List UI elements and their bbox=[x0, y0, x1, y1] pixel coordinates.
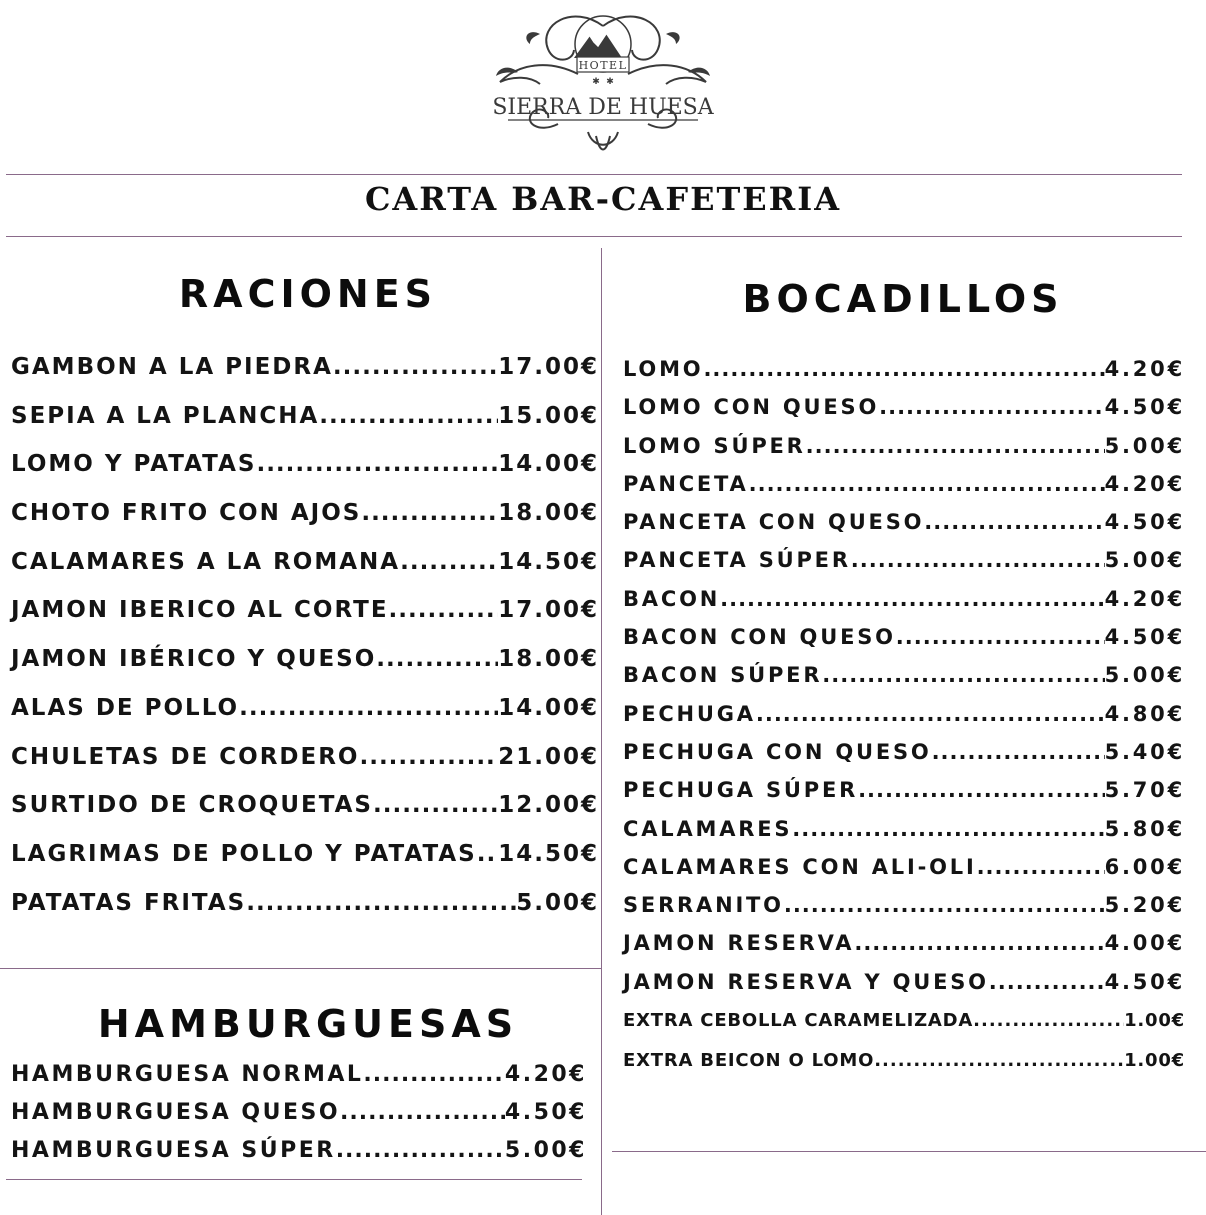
menu-item-name: CALAMARES CON ALI-OLI bbox=[623, 854, 977, 879]
menu-item-name: JAMON IBÉRICO Y QUESO bbox=[11, 646, 377, 673]
column-divider bbox=[601, 248, 602, 1215]
menu-item-name: LOMO Y PATATAS bbox=[11, 451, 257, 478]
menu-item-name: CALAMARES bbox=[623, 816, 793, 841]
svg-text:✱: ✱ bbox=[606, 77, 614, 87]
menu-item-price: 5.20€ bbox=[1104, 893, 1185, 918]
menu-item bbox=[11, 489, 599, 538]
menu-item-price: 14.00€ bbox=[498, 694, 599, 721]
menu-item bbox=[623, 1041, 1185, 1081]
dot-leader bbox=[400, 538, 498, 587]
menu-item-name: LOMO CON QUESO bbox=[623, 395, 880, 420]
dot-leader bbox=[792, 810, 1104, 848]
menu-item-name: HAMBURGUESA NORMAL bbox=[11, 1062, 364, 1087]
menu-item-price: 5.80€ bbox=[1104, 816, 1185, 841]
menu-item-name: EXTRA BEICON O LOMO bbox=[623, 1050, 875, 1072]
menu-item-price: 17.00€ bbox=[498, 597, 599, 624]
menu-item-name: PATATAS FRITAS bbox=[11, 889, 247, 916]
logo-name: SIERRA DE HUESA bbox=[492, 95, 714, 120]
menu-item-price: 4.20€ bbox=[1104, 471, 1185, 496]
menu-item-price: 1.00€ bbox=[1124, 1010, 1185, 1032]
menu-item-price: 15.00€ bbox=[498, 402, 599, 429]
menu-item-price: 14.00€ bbox=[498, 451, 599, 478]
menu-item bbox=[623, 541, 1185, 579]
menu-item-price: 5.40€ bbox=[1104, 739, 1185, 764]
menu-item-price: 4.80€ bbox=[1104, 701, 1185, 726]
menu-item-name: SEPIA A LA PLANCHA bbox=[11, 402, 320, 429]
hotel-logo bbox=[478, 4, 728, 156]
menu-item-price: 4.50€ bbox=[504, 1100, 587, 1126]
menu-item-name: GAMBON A LA PIEDRA bbox=[11, 354, 333, 380]
menu-item bbox=[623, 886, 1185, 924]
raciones-title: RACIONES bbox=[178, 272, 438, 316]
menu-item-name: JAMON RESERVA Y QUESO bbox=[623, 969, 989, 994]
hamburguesas-title: HAMBURGUESAS bbox=[97, 1002, 519, 1046]
menu-item-price: 14.50€ bbox=[498, 548, 599, 575]
bocadillos-title: BOCADILLOS bbox=[742, 277, 1064, 321]
menu-item bbox=[11, 392, 599, 441]
hamburguesas-list bbox=[11, 1056, 587, 1171]
menu-item-name: HAMBURGUESA SÚPER bbox=[11, 1138, 336, 1164]
menu-item-price: 12.00€ bbox=[498, 792, 599, 819]
logo-small-text: HOTEL bbox=[578, 59, 628, 72]
menu-item bbox=[623, 848, 1185, 886]
menu-item-name: PECHUGA CON QUESO bbox=[623, 739, 932, 764]
menu-item-price: 18.00€ bbox=[498, 500, 599, 527]
menu-item bbox=[11, 830, 599, 879]
header-top-rule bbox=[6, 174, 1182, 175]
menu-item bbox=[623, 1001, 1185, 1041]
dot-leader bbox=[854, 924, 1104, 962]
dot-leader bbox=[389, 586, 499, 635]
menu-item-price: 6.00€ bbox=[1104, 854, 1185, 879]
dot-leader bbox=[806, 427, 1105, 465]
menu-item-name: LAGRIMAS DE POLLO Y PATATAS bbox=[11, 840, 477, 867]
menu-item bbox=[11, 781, 599, 830]
dot-leader bbox=[720, 580, 1104, 618]
menu-item bbox=[11, 635, 599, 684]
menu-item-name: CHULETAS DE CORDERO bbox=[11, 743, 360, 770]
dot-leader bbox=[784, 886, 1105, 924]
menu-item bbox=[623, 618, 1185, 656]
dot-leader bbox=[924, 503, 1104, 541]
menu-item-name: CALAMARES A LA ROMANA bbox=[11, 548, 401, 575]
menu-item bbox=[623, 465, 1185, 503]
menu-item-price: 18.00€ bbox=[498, 646, 599, 673]
menu-item bbox=[623, 503, 1185, 541]
menu-item-price: 4.50€ bbox=[1104, 969, 1185, 994]
dot-leader bbox=[336, 1132, 505, 1170]
menu-item-name: HAMBURGUESA QUESO bbox=[11, 1100, 341, 1126]
menu-item bbox=[623, 580, 1185, 618]
menu-item bbox=[11, 1094, 587, 1132]
menu-item-name: PANCETA SÚPER bbox=[623, 548, 851, 573]
menu-item-name: BACON CON QUESO bbox=[623, 625, 896, 650]
menu-item bbox=[623, 771, 1185, 809]
menu-item bbox=[11, 538, 599, 587]
menu-item bbox=[623, 427, 1185, 465]
menu-item bbox=[623, 388, 1185, 426]
menu-item-name: LOMO bbox=[623, 357, 704, 381]
dot-leader bbox=[477, 830, 498, 879]
dot-leader bbox=[874, 1041, 1124, 1081]
dot-leader bbox=[879, 388, 1104, 426]
dot-leader bbox=[246, 879, 516, 928]
menu-item-name: CHOTO FRITO CON AJOS bbox=[11, 500, 362, 527]
menu-item-name: EXTRA CEBOLLA CARAMELIZADA bbox=[623, 1010, 974, 1032]
dot-leader bbox=[973, 1001, 1124, 1041]
menu-item-price: 5.00€ bbox=[1104, 548, 1185, 573]
dot-leader bbox=[319, 392, 498, 441]
menu-item-price: 1.00€ bbox=[1124, 1050, 1185, 1072]
menu-item-name: BACON bbox=[623, 586, 721, 611]
dot-leader bbox=[361, 489, 498, 538]
menu-item bbox=[623, 810, 1185, 848]
menu-item bbox=[11, 733, 599, 782]
menu-item bbox=[11, 684, 599, 733]
menu-item-price: 5.00€ bbox=[1104, 663, 1185, 688]
menu-item-price: 4.00€ bbox=[1104, 931, 1185, 956]
bocadillos-bottom-rule bbox=[612, 1151, 1206, 1152]
menu-item-price: 4.20€ bbox=[1104, 357, 1185, 381]
menu-item bbox=[11, 343, 599, 392]
menu-item-price: 5.70€ bbox=[1104, 778, 1185, 803]
menu-item-name: SURTIDO DE CROQUETAS bbox=[11, 792, 373, 819]
dot-leader bbox=[749, 465, 1105, 503]
menu-item bbox=[623, 963, 1185, 1001]
dot-leader bbox=[932, 733, 1105, 771]
menu-item-price: 4.50€ bbox=[1104, 510, 1185, 535]
hotel-logo-emblem bbox=[478, 4, 728, 156]
dot-leader bbox=[896, 618, 1105, 656]
dot-leader bbox=[756, 695, 1105, 733]
menu-item-name: LOMO SÚPER bbox=[623, 433, 806, 458]
menu-item bbox=[623, 350, 1185, 388]
menu-item bbox=[11, 440, 599, 489]
menu-item-price: 5.00€ bbox=[504, 1138, 587, 1164]
dot-leader bbox=[822, 656, 1104, 694]
menu-item bbox=[11, 1132, 587, 1170]
menu-item-name: PECHUGA SÚPER bbox=[623, 778, 859, 803]
menu-item bbox=[623, 695, 1185, 733]
svg-text:✱: ✱ bbox=[592, 77, 600, 87]
dot-leader bbox=[333, 343, 498, 392]
menu-item-price: 4.50€ bbox=[1104, 395, 1185, 420]
dot-leader bbox=[340, 1094, 505, 1132]
menu-item-name: PECHUGA bbox=[623, 701, 756, 726]
raciones-list bbox=[11, 343, 599, 927]
dot-leader bbox=[977, 848, 1105, 886]
menu-item-name: SERRANITO bbox=[623, 893, 784, 918]
dot-leader bbox=[239, 684, 498, 733]
menu-item-name: PANCETA bbox=[623, 471, 749, 496]
menu-item-name: JAMON RESERVA bbox=[623, 931, 855, 956]
menu-item-price: 4.50€ bbox=[1104, 625, 1185, 650]
dot-leader bbox=[989, 963, 1105, 1001]
menu-item-price: 21.00€ bbox=[498, 743, 599, 770]
hamburguesas-bottom-rule bbox=[6, 1179, 582, 1180]
menu-item-name: JAMON IBERICO AL CORTE bbox=[11, 597, 389, 624]
menu-item-name: ALAS DE POLLO bbox=[11, 694, 240, 721]
menu-item-price: 17.00€ bbox=[498, 354, 599, 380]
menu-item bbox=[623, 733, 1185, 771]
menu-item bbox=[623, 924, 1185, 962]
dot-leader bbox=[373, 781, 498, 830]
menu-item-price: 4.20€ bbox=[504, 1062, 587, 1087]
dot-leader bbox=[359, 733, 498, 782]
dot-leader bbox=[703, 350, 1104, 388]
header-bottom-rule bbox=[6, 236, 1182, 237]
dot-leader bbox=[851, 541, 1105, 579]
menu-item-name: BACON SÚPER bbox=[623, 663, 823, 688]
dot-leader bbox=[858, 771, 1105, 809]
menu-item-price: 14.50€ bbox=[498, 840, 599, 867]
menu-item bbox=[11, 586, 599, 635]
dot-leader bbox=[256, 440, 498, 489]
menu-item bbox=[11, 1056, 587, 1094]
bocadillos-list bbox=[623, 350, 1185, 1081]
menu-item-price: 4.20€ bbox=[1104, 586, 1185, 611]
menu-item-price: 5.00€ bbox=[1104, 433, 1185, 458]
dot-leader bbox=[363, 1056, 505, 1094]
menu-item-name: PANCETA CON QUESO bbox=[623, 510, 925, 535]
dot-leader bbox=[376, 635, 498, 684]
menu-item-price: 5.00€ bbox=[516, 889, 599, 916]
menu-item bbox=[623, 656, 1185, 694]
menu-item bbox=[11, 879, 599, 928]
raciones-bottom-rule bbox=[0, 968, 602, 969]
page-title: CARTA BAR-CAFETERIA bbox=[364, 180, 842, 218]
